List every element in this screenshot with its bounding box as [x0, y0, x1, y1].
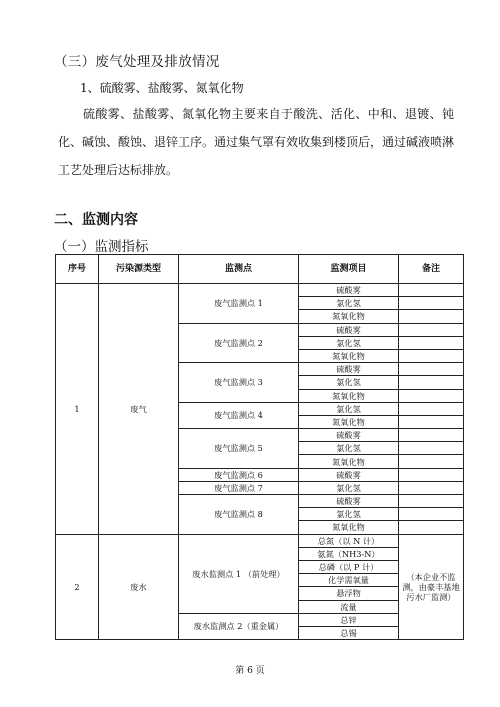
source-type-cell: 废气	[99, 284, 179, 535]
monitoring-item-cell: 氯化氢	[299, 442, 399, 455]
monitoring-item-cell: 化学需氧量	[299, 574, 399, 587]
note-cell	[399, 429, 464, 442]
table-row	[56, 534, 464, 547]
monitoring-item-cell: 氯化氢	[299, 508, 399, 521]
monitoring-item-cell: 总锌	[299, 613, 399, 626]
note-cell	[399, 521, 464, 534]
row-number-cell: 1	[56, 284, 99, 535]
monitoring-item-cell: 流量	[299, 600, 399, 613]
note-cell	[399, 363, 464, 376]
note-cell	[399, 495, 464, 508]
monitoring-item-cell: 硫酸雾	[299, 429, 399, 442]
monitoring-item-cell: 悬浮物	[299, 587, 399, 600]
note-cell	[399, 349, 464, 362]
header-no: 序号	[56, 255, 99, 284]
note-cell	[399, 415, 464, 428]
header-item: 监测项目	[299, 255, 399, 284]
monitoring-table	[55, 254, 464, 640]
source-type-cell: 废水	[99, 534, 179, 640]
waste-gas-paragraph: 硫酸雾、盐酸雾、氮氧化物主要来自于酸洗、活化、中和、退镀、钝化、碱蚀、酸蚀、退锌工序。通过集气罩有效收集到楼顶后，通过碱液喷淋工艺处理后达标排放。	[58, 107, 455, 177]
monitoring-point-cell: 废气监测点 6	[179, 468, 299, 481]
monitoring-item-cell: 氯化氢	[299, 336, 399, 349]
monitoring-point-cell: 废水监测点 2（重金属）	[179, 613, 299, 639]
note-cell	[399, 389, 464, 402]
note-cell	[399, 481, 464, 494]
item-1-heading: 1、硫酸雾、盐酸雾、氮氧化物	[80, 81, 244, 95]
monitoring-point-cell: 废气监测点 5	[179, 429, 299, 469]
monitoring-item-cell: 硫酸雾	[299, 468, 399, 481]
monitoring-point-cell: 废气监测点 2	[179, 323, 299, 363]
monitoring-point-cell: 废气监测点 8	[179, 495, 299, 535]
monitoring-item-cell: 氮氧化物	[299, 389, 399, 402]
monitoring-item-cell: 氯化氢	[299, 376, 399, 389]
monitoring-point-cell: 废气监测点 3	[179, 363, 299, 403]
monitoring-item-cell: 氯化氢	[299, 402, 399, 415]
monitoring-point-cell: 废气监测点 1	[179, 284, 299, 324]
monitoring-item-cell: 总氮（以 N 计）	[299, 534, 399, 547]
monitoring-item-cell: 氨氮（NH3-N）	[299, 547, 399, 560]
header-source-type: 污染源类型	[99, 255, 179, 284]
monitoring-item-cell: 氮氧化物	[299, 455, 399, 468]
monitoring-indicators-heading: （一）监测指标	[54, 239, 149, 255]
monitoring-item-cell: 氮氧化物	[299, 310, 399, 323]
monitoring-item-cell: 硫酸雾	[299, 284, 399, 297]
monitoring-item-cell: 氮氧化物	[299, 415, 399, 428]
monitoring-point-cell: 废气监测点 4	[179, 402, 299, 428]
section-2-heading: 二、监测内容	[54, 212, 138, 228]
note-cell	[399, 455, 464, 468]
header-point: 监测点	[179, 255, 299, 284]
note-cell	[399, 508, 464, 521]
section-3-heading: （三）废气处理及排放情况	[54, 54, 220, 70]
page-number: 第 6 页	[235, 666, 265, 676]
note-cell	[399, 310, 464, 323]
note-cell	[399, 284, 464, 297]
monitoring-point-cell: 废水监测点 1 （前处理）	[179, 534, 299, 613]
note-cell	[399, 323, 464, 336]
note-cell	[399, 376, 464, 389]
note-cell	[399, 336, 464, 349]
monitoring-item-cell: 氯化氢	[299, 481, 399, 494]
header-note: 备注	[399, 255, 464, 284]
note-cell	[399, 297, 464, 310]
note-cell	[399, 468, 464, 481]
monitoring-item-cell: 氮氧化物	[299, 349, 399, 362]
note-cell	[399, 402, 464, 415]
monitoring-item-cell: 硫酸雾	[299, 495, 399, 508]
monitoring-item-cell: 总磷（以 P 计）	[299, 560, 399, 573]
note-cell: （本企业不监测，由豪丰基地污水厂监测）	[399, 534, 464, 640]
monitoring-point-cell: 废气监测点 7	[179, 481, 299, 494]
monitoring-item-cell: 总锡	[299, 626, 399, 639]
table-header-row	[56, 255, 464, 284]
table-row	[56, 284, 464, 297]
monitoring-item-cell: 硫酸雾	[299, 363, 399, 376]
monitoring-item-cell: 氮氧化物	[299, 521, 399, 534]
monitoring-item-cell: 氯化氢	[299, 297, 399, 310]
row-number-cell: 2	[56, 534, 99, 640]
note-cell	[399, 442, 464, 455]
monitoring-item-cell: 硫酸雾	[299, 323, 399, 336]
